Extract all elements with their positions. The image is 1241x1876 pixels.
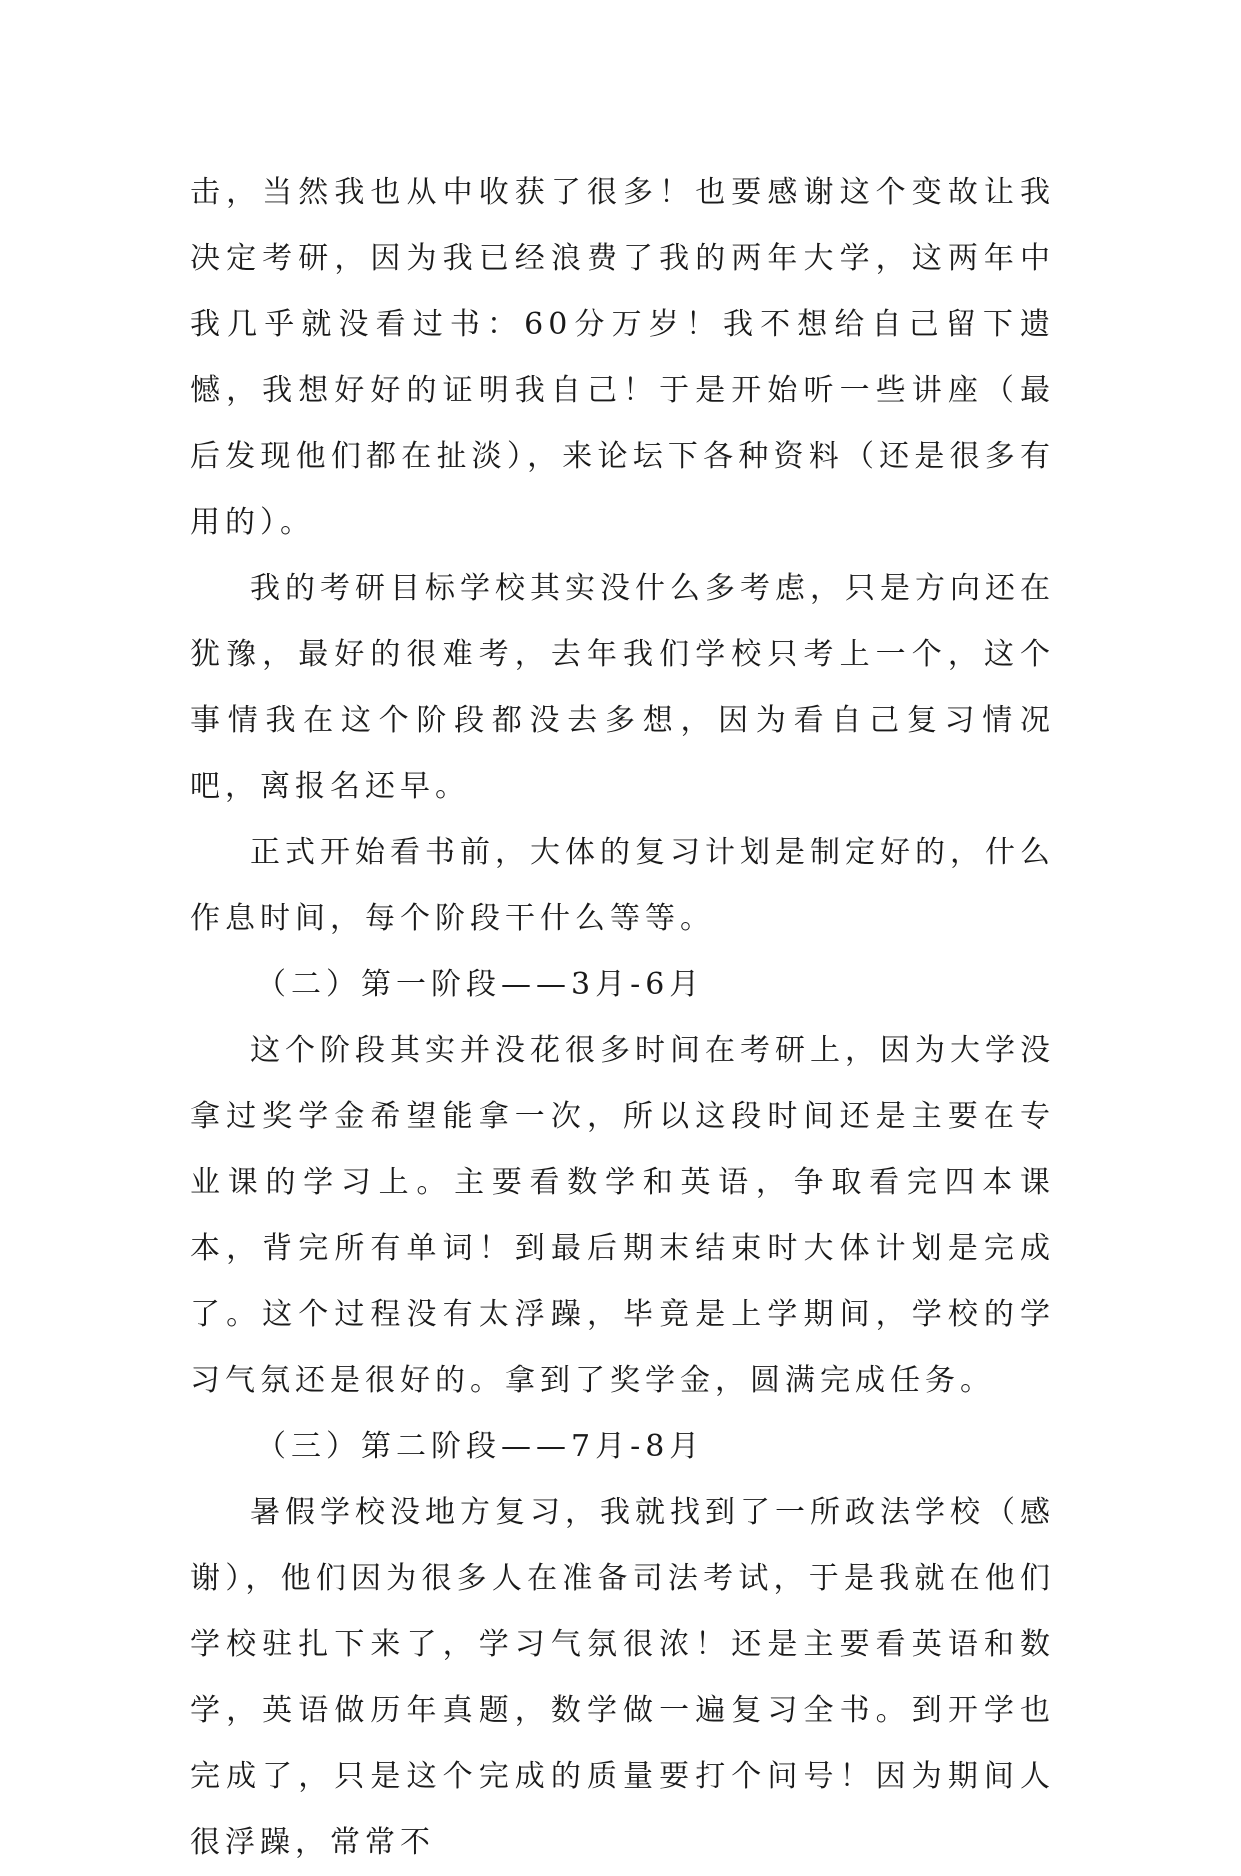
document-body	[190, 160, 1055, 1876]
paragraph-target-school: 我的考研目标学校其实没什么多考虑，只是方向还在犹豫，最好的很难考，去年我们学校只考上一个，这个事情我在这个阶段都没去多想，因为看自己复习情况吧，离报名还早。	[190, 571, 1055, 804]
section-heading-stage-one: （二）第一阶段——3月-6月	[256, 967, 705, 1002]
paragraph-study-plan: 正式开始看书前，大体的复习计划是制定好的，什么作息时间，每个阶段干什么等等。	[190, 835, 1055, 936]
paragraph-continuation: 击，当然我也从中收获了很多！也要感谢这个变故让我决定考研，因为我已经浪费了我的两年大学，这两年中我几乎就没看过书：60分万岁！我不想给自己留下遗憾，我想好好的证明我自己！于是开始听一些讲座（最后发现他们都在扯淡），来论坛下各种资料（还是很多有用的）。	[190, 175, 1055, 540]
paragraph-stage-two: 暑假学校没地方复习，我就找到了一所政法学校（感谢），他们因为很多人在准备司法考试，于是我就在他们学校驻扎下来了，学习气氛很浓！还是主要看英语和数学，英语做历年真题，数学做一遍复习全书。到开学也完成了，只是这个完成的质量要打个问号！因为期间人很浮躁，常常不	[190, 1495, 1055, 1860]
paragraph-stage-one: 这个阶段其实并没花很多时间在考研上，因为大学没拿过奖学金希望能拿一次，所以这段时间还是主要在专业课的学习上。主要看数学和英语，争取看完四本课本，背完所有单词！到最后期末结束时大体计划是完成了。这个过程没有太浮躁，毕竟是上学期间，学校的学习气氛还是很好的。拿到了奖学金，圆满完成任务。	[190, 1033, 1055, 1398]
section-heading-stage-two: （三）第二阶段——7月-8月	[256, 1429, 705, 1464]
